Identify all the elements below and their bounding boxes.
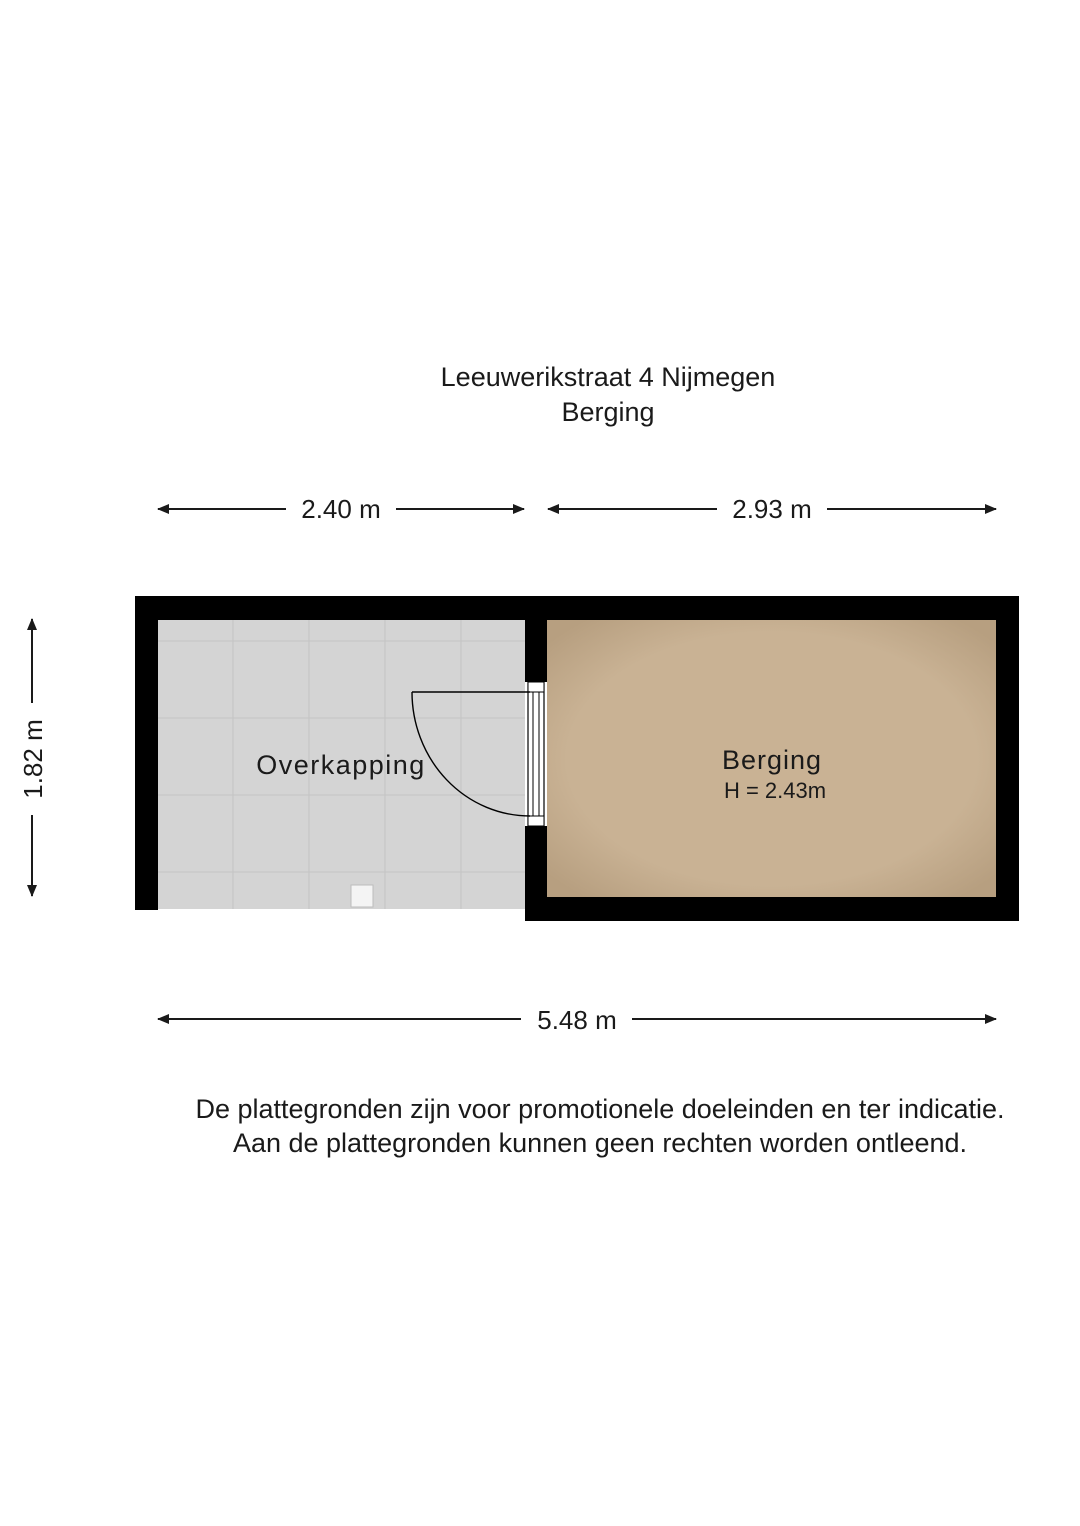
plan-floor-title: Berging: [561, 397, 655, 427]
dimension-total-width: [158, 1005, 996, 1035]
dimension-left-width: [158, 494, 524, 524]
post-square: [351, 885, 373, 907]
dimension-left-width-label: 2.40 m: [301, 494, 381, 524]
dimension-depth-label: 1.82 m: [18, 719, 48, 799]
room-height-berging: H = 2.43m: [723, 778, 827, 803]
dimension-depth: [18, 619, 48, 896]
dimension-right-width: [548, 494, 996, 524]
plan-address-title: Leeuwerikstraat 4 Nijmegen: [440, 362, 776, 392]
disclaimer-line-2: Aan de plattegronden kunnen geen rechten worden ontleend.: [232, 1128, 968, 1158]
dimension-total-width-label: 5.48 m: [537, 1005, 617, 1035]
dimension-right-width-label: 2.93 m: [732, 494, 812, 524]
room-label-berging: Berging: [721, 745, 823, 775]
disclaimer-line-1: De plattegronden zijn voor promotionele doeleinden en ter indicatie.: [195, 1094, 1005, 1124]
room-label-overkapping: Overkapping: [256, 750, 426, 780]
